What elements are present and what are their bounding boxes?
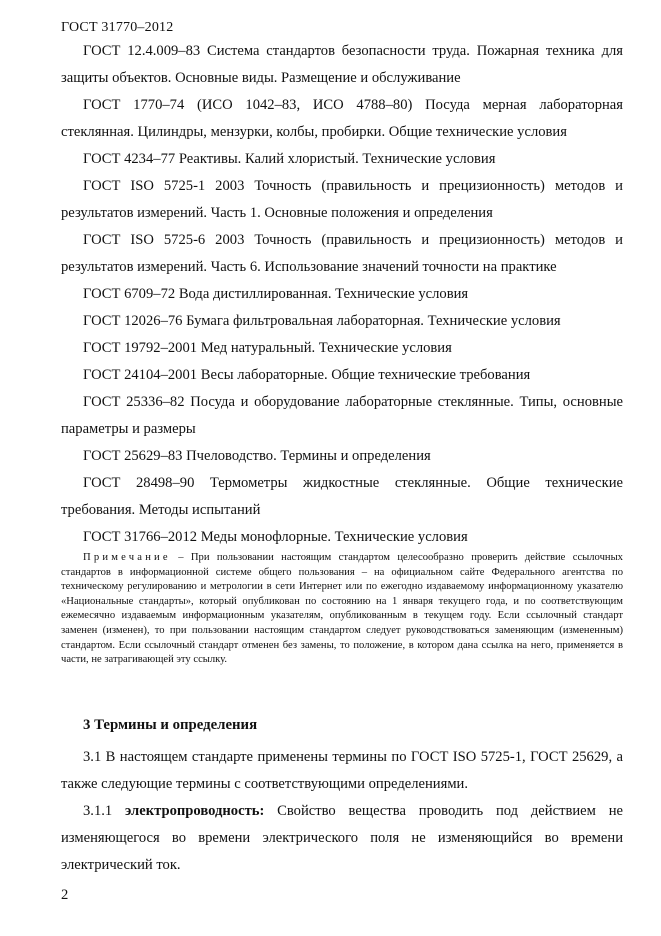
term-definition-text: Свойство вещества проводить под действием не изменяющегося во времени электрического поля не изменяющийся во времени электрический ток.	[61, 803, 623, 873]
reference-item: ГОСТ 6709–72 Вода дистиллированная. Технические условия	[83, 286, 469, 302]
reference-item: ГОСТ 31766–2012 Меды монофлорные. Технические условия	[83, 529, 468, 545]
reference-item: ГОСТ ISO 5725-6 2003 Точность (правильность и прецизионность) методов и результатов измерений. Часть 6. Использование значений точности на практике	[61, 232, 623, 275]
terms-intro-paragraph: 3.1 В настоящем стандарте применены термины по ГОСТ ISO 5725-1, ГОСТ 25629, а также следующие термины с соответствующими определениями.	[61, 749, 623, 792]
document-header: ГОСТ 31770–2012	[61, 20, 174, 35]
reference-item: ГОСТ ISO 5725-1 2003 Точность (правильность и прецизионность) методов и результатов измерений. Часть 1. Основные положения и определения	[61, 178, 623, 221]
reference-item: ГОСТ 25336–82 Посуда и оборудование лабораторные стеклянные. Типы, основные параметры и размеры	[61, 394, 623, 437]
term-definition	[61, 798, 623, 879]
reference-item: ГОСТ 19792–2001 Мед натуральный. Технические условия	[83, 340, 452, 356]
reference-item: ГОСТ 12.4.009–83 Система стандартов безопасности труда. Пожарная техника для защиты объектов. Основные виды. Размещение и обслуживание	[61, 43, 623, 86]
term-number: 3.1.1	[83, 803, 113, 819]
note-label: Примечание	[83, 552, 171, 563]
reference-item: ГОСТ 25629–83 Пчеловодство. Термины и определения	[83, 448, 431, 464]
reference-item: ГОСТ 24104–2001 Весы лабораторные. Общие технические требования	[83, 367, 531, 383]
reference-item: ГОСТ 28498–90 Термометры жидкостные стеклянные. Общие технические требования. Методы испытаний	[61, 475, 623, 518]
reference-item: ГОСТ 4234–77 Реактивы. Калий хлористый. Технические условия	[83, 151, 496, 167]
references-note	[61, 551, 623, 668]
terms-section	[61, 744, 623, 879]
normative-references-list	[61, 38, 623, 551]
reference-item: ГОСТ 12026–76 Бумага фильтровальная лабораторная. Технические условия	[83, 313, 561, 329]
note-text: – При пользовании настоящим стандартом целесообразно проверить действие ссылочных стандартов в информационной системе общего пользования – на официальном сайте Федерального агентства по техническому регулированию и метрологии в сети Интернет или по ежегодно издаваемому информационному указателю «Национальные стандарты», который опубликован по состоянию на 1 января текущего года, и по соответствующим ежемесячно издаваемым информационным указателям, опубликованным в текущем году. Если ссылочный стандарт заменен (изменен), то при пользовании настоящим стандартом следует руководствоваться заменяющим (измененным) стандартом. Если ссылочный стандарт отменен без замены, то положение, в котором дана ссылка на него, применяется в части, не затрагивающей эту ссылку.	[61, 552, 623, 666]
section-title: 3 Термины и определения	[83, 717, 258, 733]
page-number: 2	[61, 887, 69, 903]
reference-item: ГОСТ 1770–74 (ИСО 1042–83, ИСО 4788–80) Посуда мерная лабораторная стеклянная. Цилиндры, мензурки, колбы, пробирки. Общие технические условия	[61, 97, 623, 140]
term-name: электропроводность:	[125, 803, 265, 819]
